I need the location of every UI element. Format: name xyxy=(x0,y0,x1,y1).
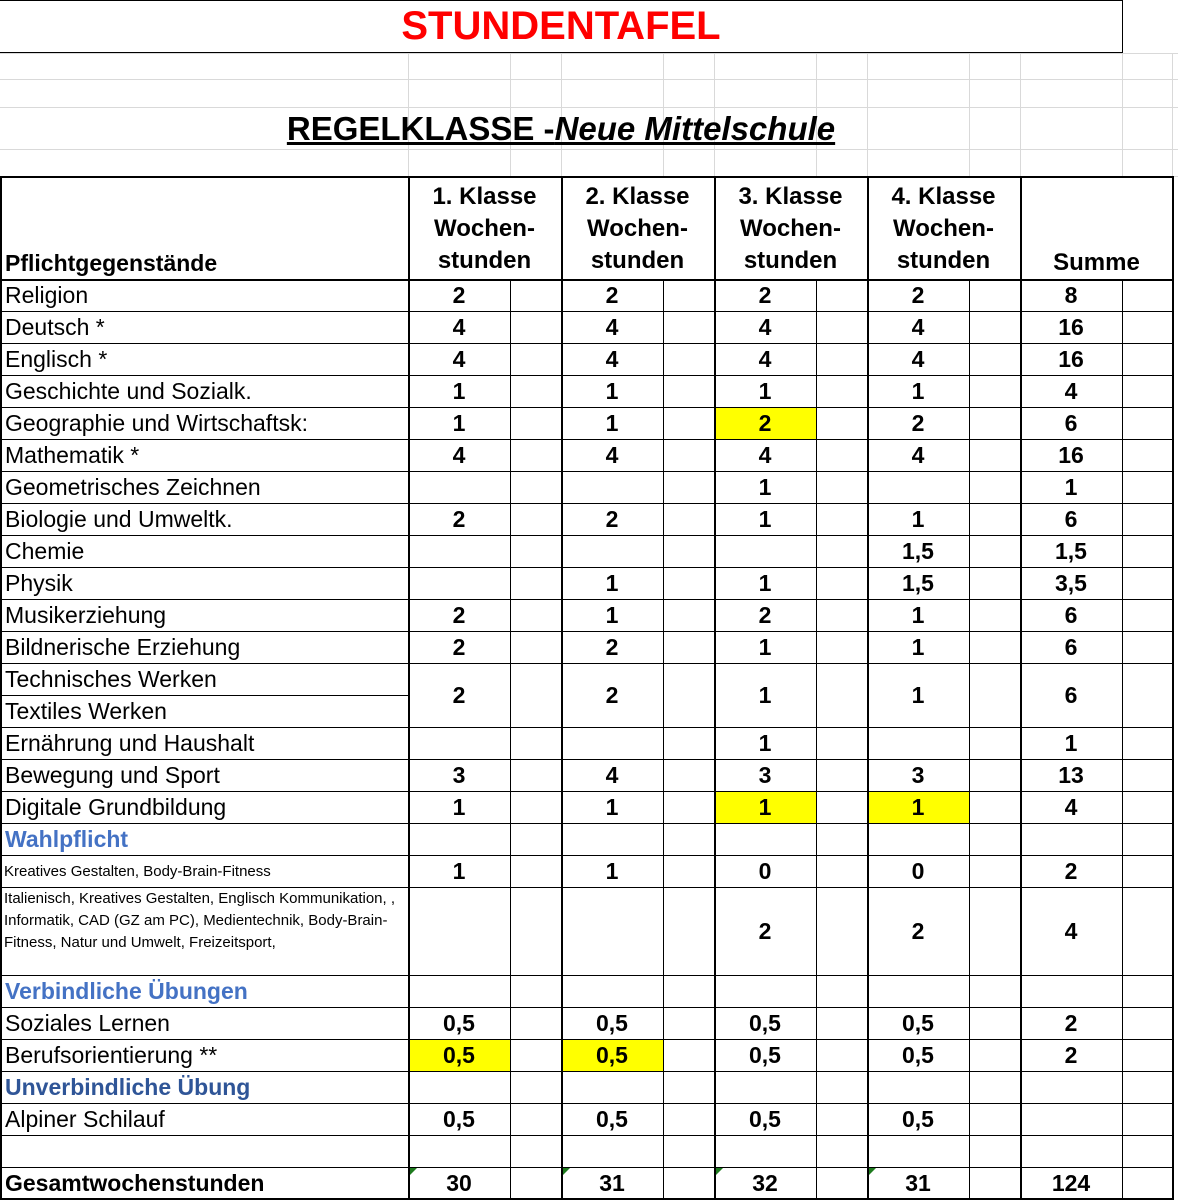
total-label: Gesamtwochenstunden xyxy=(5,1169,265,1196)
value-cell: 0 xyxy=(911,857,925,884)
value-cell: 3 xyxy=(452,761,466,788)
value-cell: 4 xyxy=(1064,793,1078,820)
value-cell: 1,5 xyxy=(1055,537,1087,564)
value-cell: 3 xyxy=(758,761,772,788)
value-cell: 0,5 xyxy=(902,1009,934,1036)
page-title: STUNDENTAFEL xyxy=(401,4,721,48)
value-cell: 2 xyxy=(605,681,619,708)
value-cell: 2 xyxy=(605,281,619,308)
row-label: Alpiner Schilauf xyxy=(5,1105,165,1132)
row-border xyxy=(0,975,1173,976)
column-border xyxy=(1020,176,1022,1200)
column-border xyxy=(408,176,410,1200)
value-cell: 4 xyxy=(1064,377,1078,404)
value-cell xyxy=(561,887,663,975)
row-label: Ernährung und Haushalt xyxy=(5,729,255,756)
value-cell: 1 xyxy=(605,409,619,436)
value-cell: 3,5 xyxy=(1055,569,1087,596)
column-border xyxy=(867,176,869,1200)
value-cell: 2 xyxy=(1064,857,1078,884)
value-cell: 2 xyxy=(911,409,925,436)
value-cell: 1 xyxy=(605,377,619,404)
total-value: 124 xyxy=(1051,1169,1091,1196)
value-cell: 0,5 xyxy=(596,1009,628,1036)
value-cell: 0,5 xyxy=(596,1105,628,1132)
value-cell: 13 xyxy=(1058,761,1084,788)
header-line: Wochen- xyxy=(434,214,535,242)
column-divider xyxy=(969,279,970,1199)
row-label: Textiles Werken xyxy=(5,697,167,724)
value-cell: 1 xyxy=(758,793,772,820)
value-cell xyxy=(714,1135,816,1167)
category-label: Unverbindliche Übung xyxy=(5,1073,251,1100)
header-line: 4. Klasse xyxy=(891,182,996,210)
row-label: Mathematik * xyxy=(5,441,140,468)
row-label: Berufsorientierung ** xyxy=(5,1041,218,1068)
subtitle-main: REGELKLASSE - xyxy=(286,110,555,147)
value-cell: 0,5 xyxy=(902,1041,934,1068)
value-cell: 1 xyxy=(605,569,619,596)
value-cell: 1 xyxy=(911,793,925,820)
grid-line xyxy=(0,79,1178,80)
table-border-top xyxy=(0,176,1173,178)
value-cell: 1 xyxy=(758,505,772,532)
total-value: 31 xyxy=(905,1169,931,1196)
header-line: Wochen- xyxy=(893,214,994,242)
value-cell: 1 xyxy=(605,601,619,628)
row-label: Bewegung und Sport xyxy=(5,761,220,788)
column-border xyxy=(0,176,2,1200)
row-border xyxy=(0,1039,1173,1040)
row-border xyxy=(0,375,1173,376)
value-cell: 1 xyxy=(758,729,772,756)
row-label: Chemie xyxy=(5,537,85,564)
value-cell: 1 xyxy=(758,377,772,404)
column-divider xyxy=(663,279,664,1199)
value-cell: 4 xyxy=(911,441,925,468)
row-border xyxy=(0,567,1173,568)
value-cell: 6 xyxy=(1064,409,1078,436)
value-cell: 4 xyxy=(911,313,925,340)
value-cell: 8 xyxy=(1064,281,1078,308)
value-cell: 1 xyxy=(911,601,925,628)
row-label: Musikerziehung xyxy=(5,601,167,628)
header-line: 3. Klasse xyxy=(738,182,843,210)
header-line: 1. Klasse xyxy=(432,182,537,210)
value-cell: 6 xyxy=(1064,505,1078,532)
value-cell: 4 xyxy=(605,761,619,788)
value-cell: 16 xyxy=(1058,313,1084,340)
row-border xyxy=(0,823,1173,824)
column-header-klasse-2 xyxy=(561,178,714,279)
value-cell: 2 xyxy=(758,281,772,308)
value-cell: 4 xyxy=(605,313,619,340)
row-border xyxy=(0,407,1173,408)
column-border xyxy=(714,176,716,1200)
section-title xyxy=(0,107,1122,151)
value-cell xyxy=(408,535,510,567)
value-cell: 1 xyxy=(1064,729,1078,756)
value-cell: 4 xyxy=(758,345,772,372)
row-label: Deutsch * xyxy=(5,313,105,340)
value-cell: 0,5 xyxy=(749,1041,781,1068)
header-line: 2. Klasse xyxy=(585,182,690,210)
column-header-klasse-1 xyxy=(408,178,561,279)
value-cell: 2 xyxy=(758,917,772,944)
header-line: stunden xyxy=(437,246,532,274)
header-line: stunden xyxy=(743,246,838,274)
value-cell: 4 xyxy=(1064,917,1078,944)
value-cell: 0,5 xyxy=(443,1105,475,1132)
value-cell: 2 xyxy=(911,917,925,944)
row-label: Geometrisches Zeichnen xyxy=(5,473,261,500)
row-border xyxy=(0,855,1173,856)
row-border xyxy=(0,1167,1173,1168)
value-cell xyxy=(561,535,663,567)
category-label: Wahlpflicht xyxy=(5,825,129,852)
value-cell: 1 xyxy=(911,681,925,708)
value-cell: 6 xyxy=(1064,601,1078,628)
subtitle-italic: Neue Mittelschule xyxy=(554,110,836,147)
value-cell xyxy=(1020,1103,1122,1135)
header-line: stunden xyxy=(590,246,685,274)
value-cell xyxy=(561,727,663,759)
value-cell: 2 xyxy=(452,681,466,708)
row-label: Kreatives Gestalten, Body-Brain-Fitness xyxy=(4,862,271,880)
row-label: Englisch * xyxy=(5,345,108,372)
value-cell: 2 xyxy=(452,281,466,308)
row-label: Biologie und Umweltk. xyxy=(5,505,233,532)
value-cell xyxy=(408,727,510,759)
header-line: Wochen- xyxy=(740,214,841,242)
row-border xyxy=(0,631,1173,632)
value-cell: 3 xyxy=(911,761,925,788)
column-divider xyxy=(816,279,817,1199)
row-border xyxy=(0,759,1173,760)
row-border xyxy=(0,1103,1173,1104)
row-divider xyxy=(0,695,408,696)
value-cell: 4 xyxy=(758,313,772,340)
row-label: Geographie und Wirtschaftsk: xyxy=(5,409,308,436)
value-cell xyxy=(561,1135,663,1167)
value-cell: 4 xyxy=(911,345,925,372)
row-label: Soziales Lernen xyxy=(5,1009,170,1036)
row-border xyxy=(0,439,1173,440)
value-cell xyxy=(408,567,510,599)
row-label: Bildnerische Erziehung xyxy=(5,633,241,660)
value-cell xyxy=(408,1135,510,1167)
grid-line xyxy=(1122,53,1123,176)
value-cell: 1 xyxy=(758,681,772,708)
value-cell: 1 xyxy=(911,505,925,532)
row-label: Digitale Grundbildung xyxy=(5,793,227,820)
error-indicator xyxy=(868,1168,876,1176)
value-cell: 16 xyxy=(1058,345,1084,372)
row-border xyxy=(0,471,1173,472)
value-cell: 2 xyxy=(605,505,619,532)
column-header-summe: Summe xyxy=(1053,249,1140,276)
value-cell: 4 xyxy=(605,345,619,372)
column-header-klasse-3 xyxy=(714,178,867,279)
value-cell: 4 xyxy=(452,345,466,372)
row-border xyxy=(0,343,1173,344)
value-cell: 0,5 xyxy=(443,1041,475,1068)
value-cell: 1 xyxy=(452,377,466,404)
row-border xyxy=(0,1135,1173,1136)
grid-line xyxy=(0,53,1178,54)
value-cell: 2 xyxy=(605,633,619,660)
row-label: Italienisch, Kreatives Gestalten, Englisch Kommunikation, , Informatik, CAD (GZ am PC), Medientechnik, Body-Brain-Fitness, Natur und Umwelt, Freizeitsport, xyxy=(4,890,396,951)
value-cell: 0,5 xyxy=(902,1105,934,1132)
value-cell: 0,5 xyxy=(443,1009,475,1036)
column-header-klasse-4 xyxy=(867,178,1020,279)
column-header-subject: Pflichtgegenstände xyxy=(5,250,218,276)
value-cell: 1 xyxy=(452,857,466,884)
row-label: Physik xyxy=(5,569,73,596)
value-cell xyxy=(561,471,663,503)
value-cell: 0 xyxy=(758,857,772,884)
table-border-bottom xyxy=(0,1198,1173,1200)
value-cell: 6 xyxy=(1064,633,1078,660)
row-border xyxy=(0,503,1173,504)
row-label: Geschichte und Sozialk. xyxy=(5,377,252,404)
value-cell: 1,5 xyxy=(902,569,934,596)
row-border xyxy=(0,791,1173,792)
total-value: 30 xyxy=(446,1169,472,1196)
value-cell: 2 xyxy=(452,505,466,532)
value-cell: 1 xyxy=(758,473,772,500)
value-cell xyxy=(867,1135,969,1167)
column-divider xyxy=(1122,279,1123,1199)
value-cell: 1 xyxy=(758,569,772,596)
value-cell xyxy=(1020,1135,1122,1167)
row-label: Technisches Werken xyxy=(5,665,217,692)
row-border xyxy=(0,727,1173,728)
value-cell: 16 xyxy=(1058,441,1084,468)
value-cell: 1 xyxy=(605,857,619,884)
value-cell: 1 xyxy=(452,409,466,436)
error-indicator xyxy=(562,1168,570,1176)
value-cell: 1 xyxy=(605,793,619,820)
value-cell: 0,5 xyxy=(749,1105,781,1132)
row-border xyxy=(0,1071,1173,1072)
value-cell xyxy=(714,535,816,567)
value-cell xyxy=(867,471,969,503)
column-divider xyxy=(510,279,511,1199)
value-cell: 6 xyxy=(1064,681,1078,708)
value-cell: 2 xyxy=(758,409,772,436)
value-cell: 0,5 xyxy=(749,1009,781,1036)
title-border xyxy=(1122,0,1123,53)
value-cell: 4 xyxy=(758,441,772,468)
category-label: Verbindliche Übungen xyxy=(5,977,248,1004)
value-cell: 2 xyxy=(452,633,466,660)
value-cell: 1 xyxy=(452,793,466,820)
value-cell: 1 xyxy=(1064,473,1078,500)
header-line: Wochen- xyxy=(587,214,688,242)
value-cell: 2 xyxy=(758,601,772,628)
row-border xyxy=(0,279,1173,281)
value-cell: 2 xyxy=(911,281,925,308)
value-cell xyxy=(408,471,510,503)
value-cell: 1 xyxy=(911,377,925,404)
value-cell: 1,5 xyxy=(902,537,934,564)
value-cell: 4 xyxy=(452,441,466,468)
row-border xyxy=(0,887,1173,888)
grid-line xyxy=(1172,53,1173,176)
value-cell: 1 xyxy=(758,633,772,660)
column-border xyxy=(1172,176,1174,1200)
total-value: 32 xyxy=(752,1169,778,1196)
column-border xyxy=(561,176,563,1200)
row-border xyxy=(0,599,1173,600)
value-cell xyxy=(408,887,510,975)
value-cell xyxy=(867,727,969,759)
value-cell: 1 xyxy=(911,633,925,660)
error-indicator xyxy=(409,1168,417,1176)
value-cell: 0,5 xyxy=(596,1041,628,1068)
row-border xyxy=(0,535,1173,536)
value-cell: 2 xyxy=(452,601,466,628)
row-label xyxy=(0,1135,406,1167)
value-cell: 2 xyxy=(1064,1009,1078,1036)
value-cell: 2 xyxy=(1064,1041,1078,1068)
header-line: stunden xyxy=(896,246,991,274)
error-indicator xyxy=(715,1168,723,1176)
value-cell: 4 xyxy=(452,313,466,340)
row-border xyxy=(0,663,1173,664)
row-label: Religion xyxy=(5,281,89,308)
value-cell: 4 xyxy=(605,441,619,468)
row-border xyxy=(0,1007,1173,1008)
total-value: 31 xyxy=(599,1169,625,1196)
row-border xyxy=(0,311,1173,312)
